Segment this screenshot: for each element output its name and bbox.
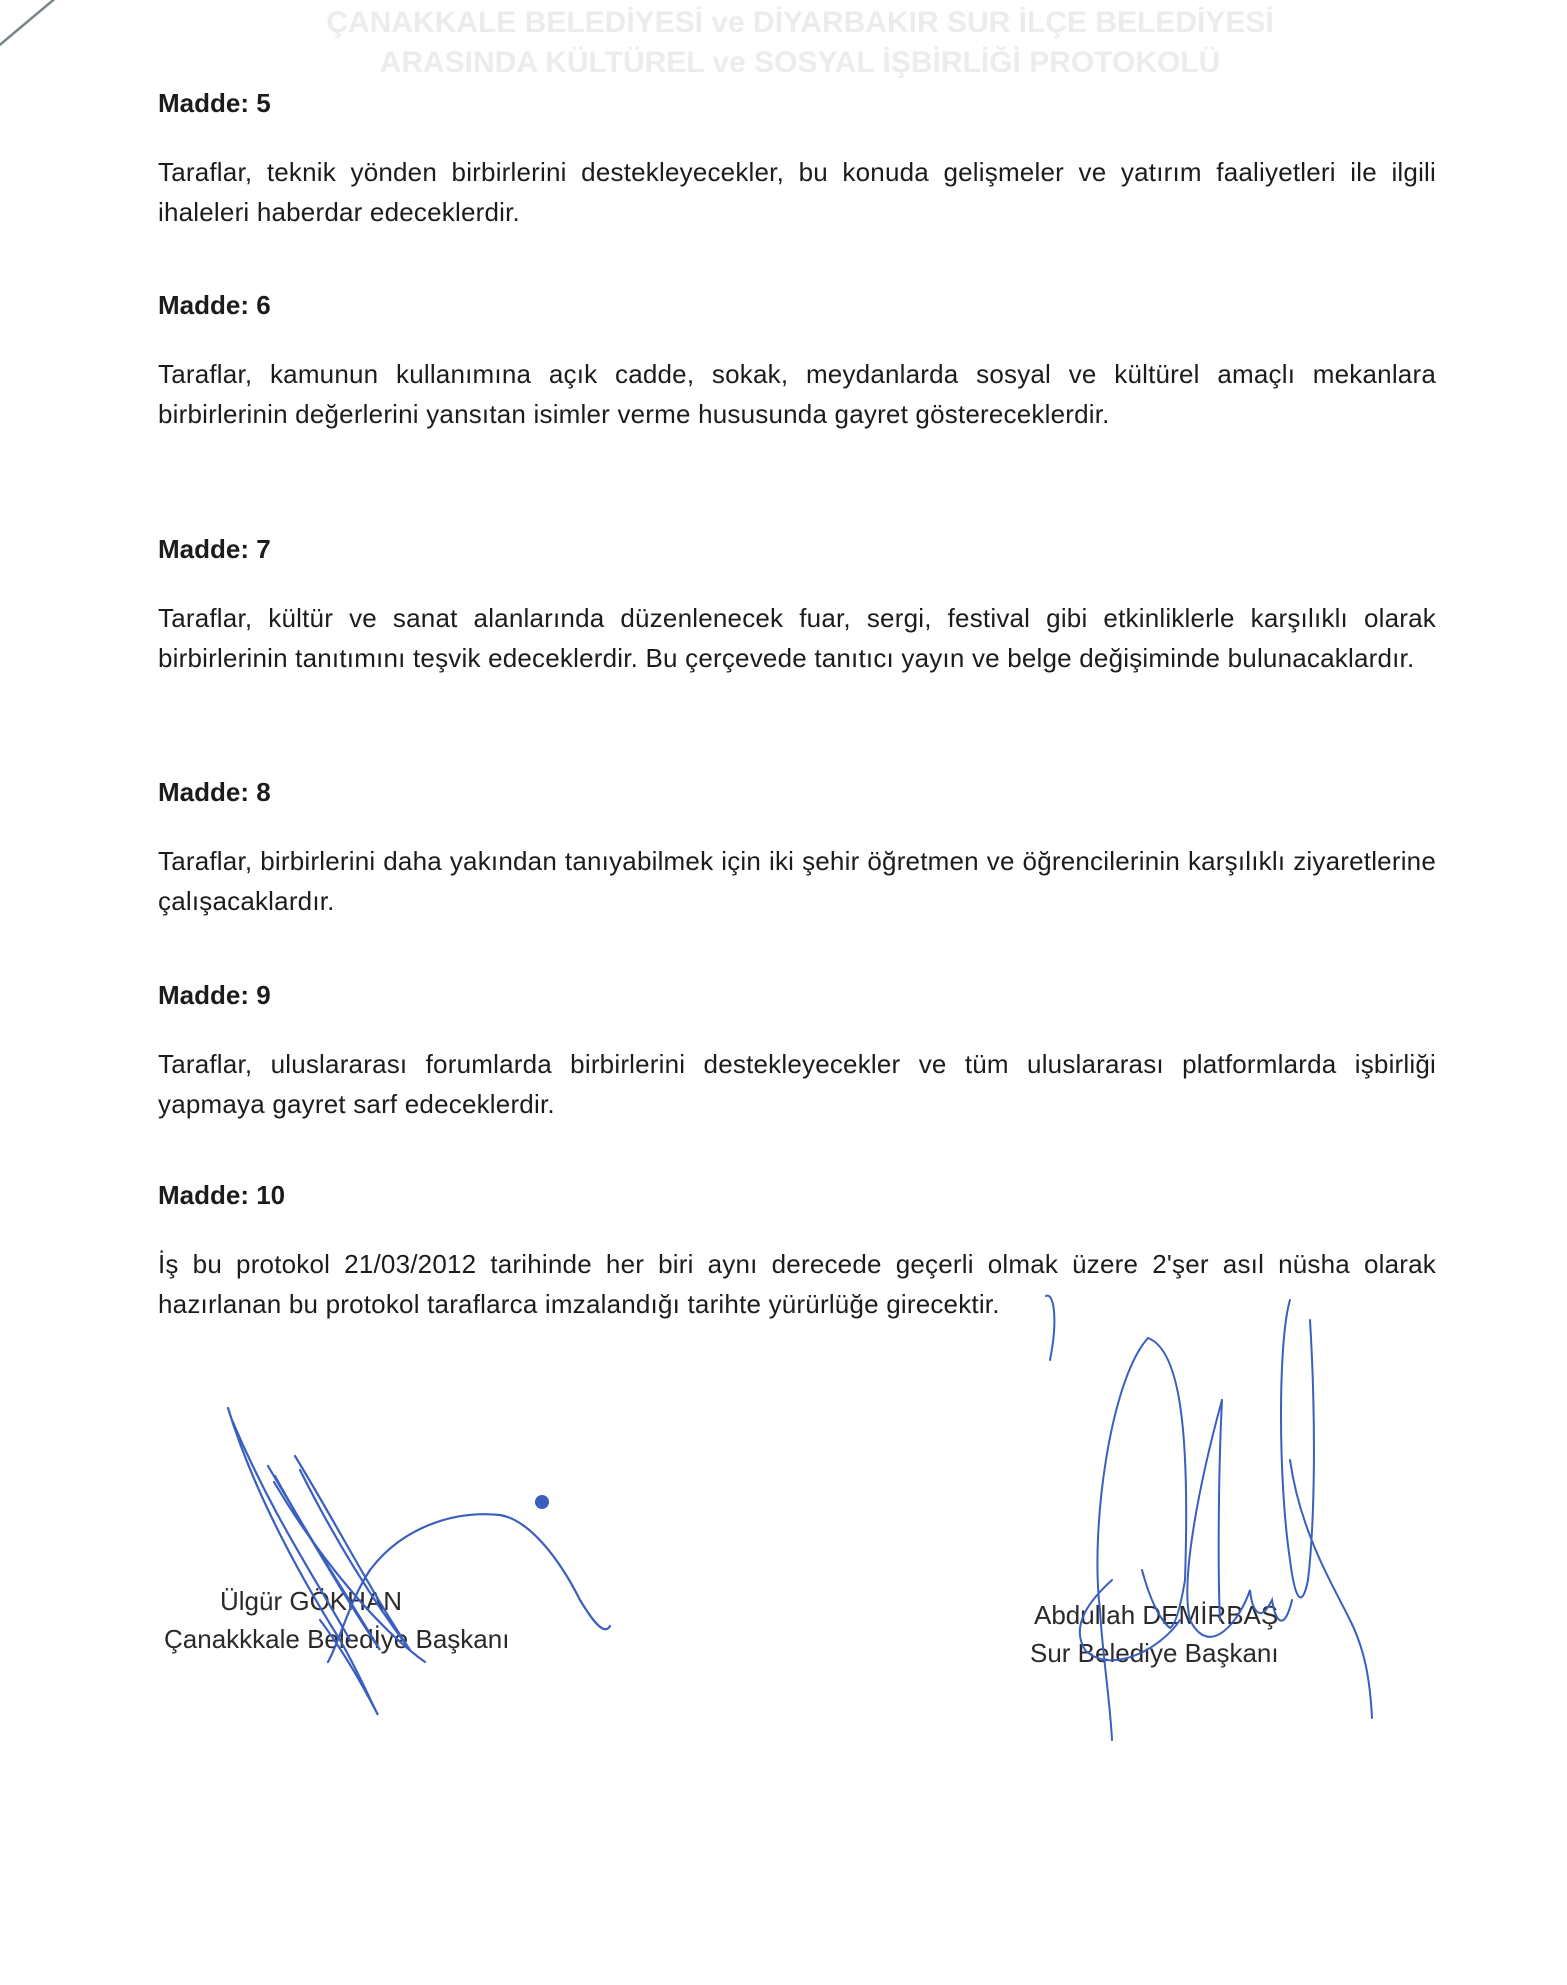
signatory-sur (1030, 1596, 1279, 1672)
signatory-name: Abdullah DEMİRBAŞ (1034, 1600, 1279, 1630)
article-9 (158, 980, 1436, 1124)
signatory-title: Sur Belediye Başkanı (1030, 1638, 1279, 1668)
article-8 (158, 777, 1436, 921)
article-title: Madde: 6 (158, 290, 271, 320)
handwritten-signature-left (200, 1400, 630, 1740)
article-body: Taraflar, uluslararası forumlarda birbirlerini destekleyecekler ve tüm uluslararası platformlarda işbirliği yapmaya gayret sarf edeceklerdir. (158, 1049, 1436, 1119)
signatory-title: Çanakkkale Beledİye Başkanı (164, 1624, 510, 1654)
bleed-through-header-line-1: ÇANAKKALE BELEDİYESİ ve DİYARBAKIR SUR İLÇE BELEDİYESİ (326, 6, 1274, 39)
article-6 (158, 290, 1436, 434)
article-title: Madde: 9 (158, 980, 271, 1010)
handwritten-signature-right (1040, 1280, 1400, 1750)
article-body: Taraflar, kültür ve sanat alanlarında düzenlenecek fuar, sergi, festival gibi etkinliklerle karşılıklı olarak birbirlerinin tanıtımını teşvik edeceklerdir. Bu çerçevede tanıtıcı yayın ve belge değişiminde bulunacaklardır. (158, 603, 1436, 673)
article-title: Madde: 8 (158, 777, 271, 807)
article-title: Madde: 10 (158, 1180, 286, 1210)
article-5 (158, 88, 1436, 232)
article-body: Taraflar, birbirlerini daha yakından tanıyabilmek için iki şehir öğretmen ve öğrencilerinin karşılıklı ziyaretlerine çalışacaklardır. (158, 846, 1436, 916)
article-title: Madde: 7 (158, 534, 271, 564)
scan-edge-line (0, 0, 127, 63)
article-body: Taraflar, kamunun kullanımına açık cadde, sokak, meydanlarda sosyal ve kültürel amaçlı mekanlara birbirlerinin değerlerini yansıtan isimler verme hususunda gayret göstereceklerdir. (158, 359, 1436, 429)
bleed-through-header-line-2: ARASINDA KÜLTÜREL ve SOSYAL İŞBİRLİĞİ PROTOKOLÜ (379, 46, 1221, 79)
article-7 (158, 534, 1436, 678)
article-body: İş bu protokol 21/03/2012 tarihinde her biri aynı derecede geçerli olmak üzere 2'şer asıl nüsha olarak hazırlanan bu protokol taraflarca imzalandığı tarihte yürürlüğe girecektir. (158, 1249, 1436, 1319)
signatory-name: Ülgür GÖKHAN (220, 1586, 403, 1616)
article-body: Taraflar, teknik yönden birbirlerini destekleyecekler, bu konuda gelişmeler ve yatırım faaliyetleri ile ilgili ihaleleri haberdar edeceklerdir. (158, 157, 1436, 227)
signatory-canakkale (164, 1582, 509, 1658)
article-10 (158, 1180, 1436, 1324)
article-title: Madde: 5 (158, 88, 271, 118)
